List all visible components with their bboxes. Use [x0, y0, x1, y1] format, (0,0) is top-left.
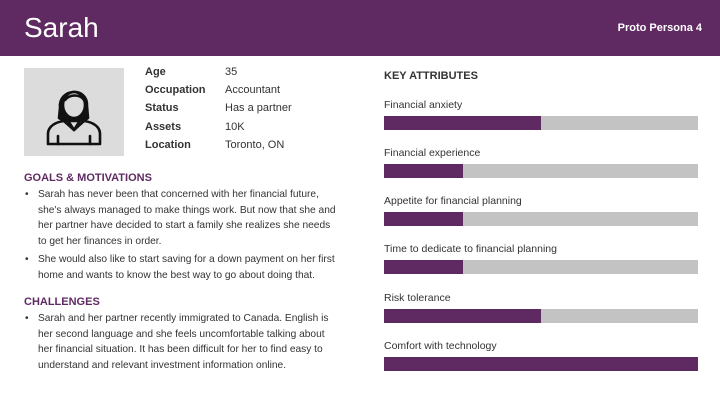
persona-header — [0, 0, 720, 56]
profile-label: Occupation — [145, 84, 206, 96]
avatar — [24, 68, 124, 156]
attribute-risk-tolerance — [384, 292, 698, 306]
list-item: • Sarah and her partner recently immigrated to Canada. English is her second language and she feels uncomfortable talking about her financial situation. It has been difficult for her to find easy to understand and relevant investment information online. — [38, 311, 336, 373]
persona-tag: Proto Persona 4 — [617, 22, 702, 34]
profile-value: Has a partner — [225, 102, 292, 114]
profile-row-age — [145, 66, 345, 84]
key-attributes — [384, 70, 700, 352]
challenges-list — [24, 311, 336, 376]
attribute-time-dedicate — [384, 243, 698, 257]
attribute-label: Financial experience — [384, 147, 481, 159]
key-attributes-title: KEY ATTRIBUTES — [384, 70, 478, 82]
profile-row-assets — [145, 121, 345, 139]
attribute-bar — [384, 212, 698, 226]
attribute-bar — [384, 164, 698, 178]
profile-label: Age — [145, 66, 166, 78]
attribute-bar-fill — [384, 212, 463, 226]
profile-row-location — [145, 139, 345, 157]
attribute-financial-experience — [384, 147, 698, 161]
attribute-financial-anxiety — [384, 99, 698, 113]
persona-name: Sarah — [24, 12, 99, 43]
profile-value: Accountant — [225, 84, 281, 96]
profile-value: 10K — [225, 121, 245, 133]
profile-label: Assets — [145, 121, 182, 133]
profile-row-occupation — [145, 84, 345, 102]
attribute-bar — [384, 116, 698, 130]
attribute-bar-fill — [384, 309, 541, 323]
attribute-bar-fill — [384, 116, 541, 130]
attribute-appetite-planning — [384, 195, 698, 209]
attribute-label: Appetite for financial planning — [384, 195, 522, 207]
goals-list — [24, 187, 336, 287]
attribute-comfort-technology — [384, 340, 698, 354]
attribute-bar-fill — [384, 260, 463, 274]
challenges-title: CHALLENGES — [24, 296, 100, 308]
attribute-label: Risk tolerance — [384, 292, 451, 304]
profile-label: Location — [145, 139, 191, 151]
attribute-bar — [384, 309, 698, 323]
list-item: • She would also like to start saving for a down payment on her first home and wants to know the best way to go about doing that. — [38, 252, 336, 283]
profile-label: Status — [145, 102, 179, 114]
goals-title: GOALS & MOTIVATIONS — [24, 172, 152, 184]
person-icon — [40, 78, 108, 146]
attribute-bar — [384, 260, 698, 274]
attribute-label: Financial anxiety — [384, 99, 463, 111]
profile-value: Toronto, ON — [225, 139, 285, 151]
attribute-bar-fill — [384, 164, 463, 178]
profile-value: 35 — [225, 66, 238, 78]
profile-row-status — [145, 102, 345, 120]
attribute-label: Comfort with technology — [384, 340, 497, 352]
attribute-label: Time to dedicate to financial planning — [384, 243, 557, 255]
attribute-bar-fill — [384, 357, 698, 371]
attribute-bar — [384, 357, 698, 371]
list-item: • Sarah has never been that concerned with her financial future, she's always managed to make things work. But now that she and her partner have decided to start a family she realizes she needs to get her finances in order. — [38, 187, 336, 249]
